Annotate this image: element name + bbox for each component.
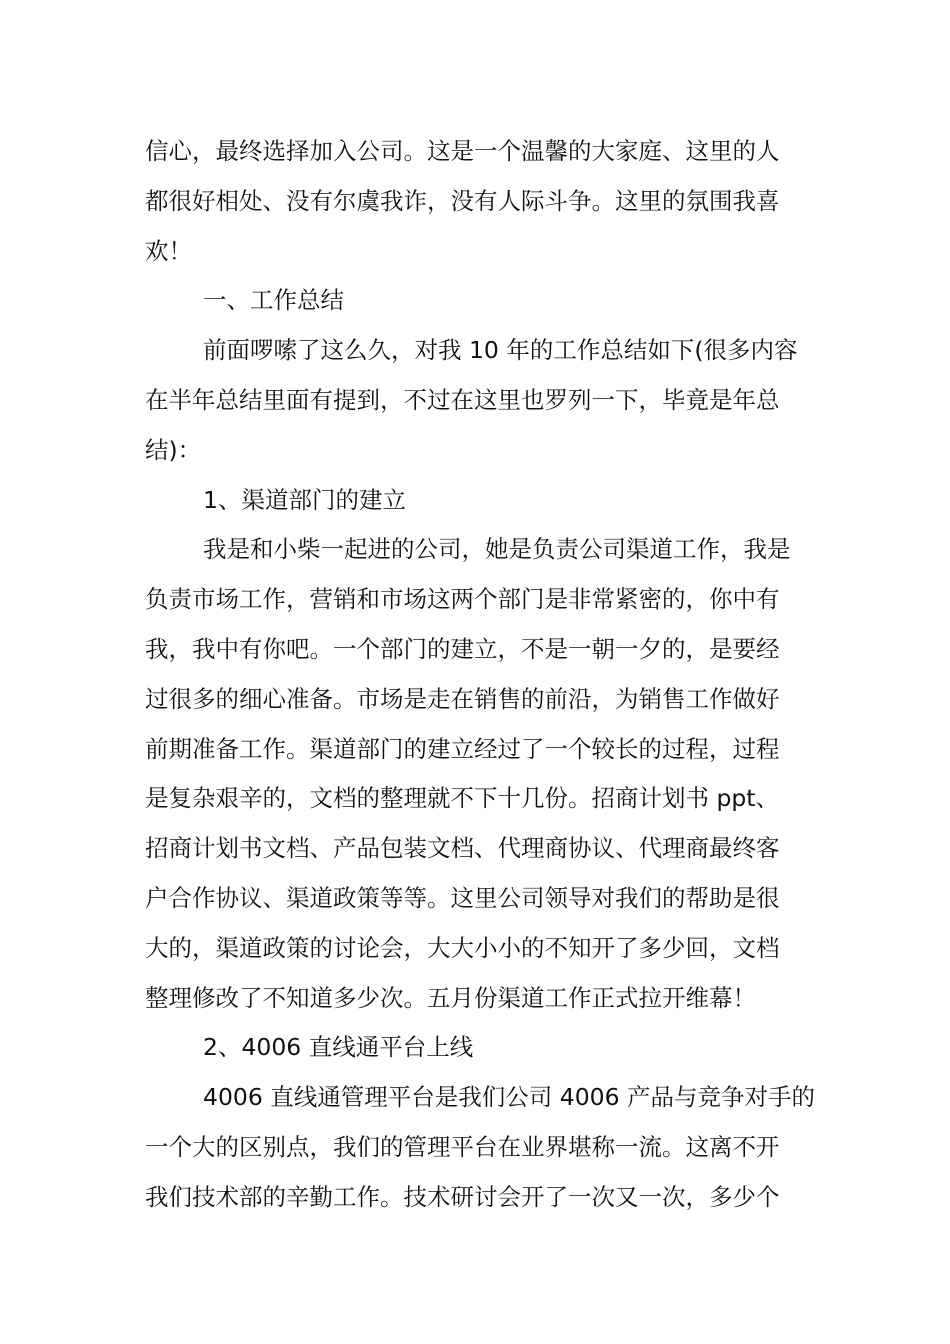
text-line: 我们技术部的辛勤工作。技术研讨会开了一次又一次，多少个 [145, 1182, 780, 1211]
text-line: 招商计划书文档、产品包装文档、代理商协议、代理商最终客 [145, 834, 780, 863]
text-line: 我，我中有你吧。一个部门的建立，不是一朝一夕的，是要经 [145, 634, 780, 663]
text-line: 欢！ [145, 236, 192, 265]
text-line: 前期准备工作。渠道部门的建立经过了一个较长的过程，过程 [145, 734, 780, 763]
text-line: 都很好相处、没有尔虞我诈，没有人际斗争。这里的氛围我喜 [145, 186, 780, 215]
text-line: 前面啰嗦了这么久，对我 10 年的工作总结如下(很多内容 [203, 336, 798, 365]
text-line: 过很多的细心准备。市场是走在销售的前沿，为销售工作做好 [145, 684, 780, 713]
text-line: 一个大的区别点，我们的管理平台在业界堪称一流。这离不开 [145, 1132, 780, 1161]
paragraph-channel-department [145, 525, 810, 1023]
text-line: 是复杂艰辛的，文档的整理就不下十几份。招商计划书 ppt、 [145, 784, 780, 813]
heading-line: 2、4006 直线通平台上线 [203, 1033, 474, 1062]
subheading-channel-department [145, 476, 810, 526]
text-line: 负责市场工作，营销和市场这两个部门是非常紧密的，你中有 [145, 585, 780, 614]
text-line: 整理修改了不知道多少次。五月份渠道工作正式拉开维幕！ [145, 983, 756, 1012]
paragraph-summary-intro [145, 326, 810, 475]
text-line: 我是和小柴一起进的公司，她是负责公司渠道工作，我是 [203, 535, 791, 564]
paragraph-4006-platform [145, 1073, 816, 1222]
section-heading-work-summary [145, 276, 810, 326]
text-line: 大的，渠道政策的讨论会，大大小小的不知开了多少回，文档 [145, 933, 780, 962]
text-line: 在半年总结里面有提到，不过在这里也罗列一下，毕竟是年总 [145, 385, 780, 414]
paragraph-company-feeling [145, 127, 810, 276]
subheading-4006-platform [145, 1023, 810, 1073]
heading-line: 一、工作总结 [203, 286, 344, 315]
text-line: 结)： [145, 435, 202, 464]
text-line: 信心，最终选择加入公司。这是一个温馨的大家庭、这里的人 [145, 137, 780, 165]
text-line: 户合作协议、渠道政策等等。这里公司领导对我们的帮助是很 [145, 883, 780, 912]
text-line: 4006 直线通管理平台是我们公司 4006 产品与竞争对手的 [203, 1083, 816, 1112]
document-body [145, 127, 816, 1223]
heading-line: 1、渠道部门的建立 [203, 485, 406, 514]
